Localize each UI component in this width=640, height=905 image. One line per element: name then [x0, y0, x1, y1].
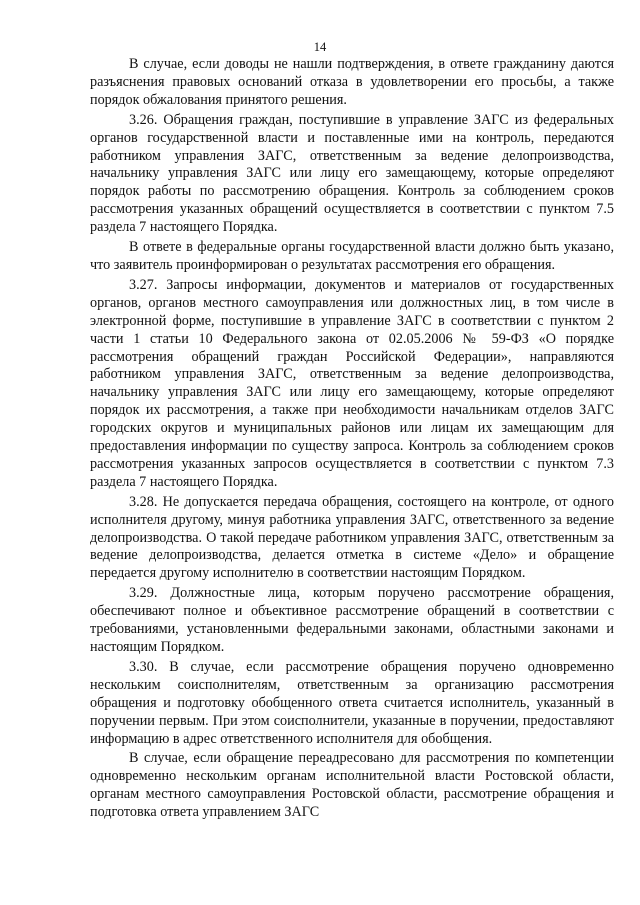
paragraph-multiple-bodies: В случае, если обращение переадресовано для рассмотрения по компетенции одновременно нескольким органам исполнительной власти Ростовской области, органам местного самоуправления Ростовской области, рассмотрение обращения и подготовка ответа управлением ЗАГС	[90, 750, 614, 821]
paragraph-3-29: 3.29. Должностные лица, которым поручено рассмотрение обращения, обеспечивают полное и объективное рассмотрение обращений в соответствии с требованиями, установленными федеральными законами, областными законами и настоящим Порядком.	[90, 585, 614, 655]
paragraph-3-26: 3.26. Обращения граждан, поступившие в управление ЗАГС из федеральных органов государственной власти и поставленные ими на контроль, передаются работником управления ЗАГС, ответственным за ведение делопроизводства, начальнику управления ЗАГС или лицу его замещающему, которые определяют порядок работы по рассмотрению обращения. Контроль за соблюдением сроков рассмотрения указанных обращений осуществляется в соответствии с пунктом 7.5 раздела 7 настоящего Порядка.	[90, 111, 614, 236]
paragraph-3-28: 3.28. Не допускается передача обращения, состоящего на контроле, от одного исполнителя другому, минуя работника управления ЗАГС, ответственного за ведение делопроизводства. О такой передаче работником управления ЗАГС, ответственным за ведение делопроизводства, делается отметка в системе «Дело» и обращение передается другому исполнителю в соответствии настоящим Порядком.	[90, 493, 614, 582]
body-text	[90, 56, 614, 824]
paragraph-federal-response: В ответе в федеральные органы государственной власти должно быть указано, что заявитель проинформирован о результатах рассмотрения его обращения.	[90, 239, 614, 273]
paragraph-3-30: 3.30. В случае, если рассмотрение обращения поручено одновременно нескольким соисполнителям, ответственным за организацию рассмотрения обращения и подготовку обобщенного ответа считается исполнитель, указанный в поручении первым. При этом соисполнители, указанные в поручении, предоставляют информацию в адрес ответственного исполнителя для обобщения.	[90, 658, 614, 747]
paragraph-refusal-explanation: В случае, если доводы не нашли подтверждения, в ответе гражданину даются разъяснения правовых оснований отказа в удовлетворении его просьбы, а также порядок обжалования принятого решения.	[90, 56, 614, 108]
paragraph-3-27: 3.27. Запросы информации, документов и материалов от государственных органов, органов местного самоуправления или должностных лиц, в том числе в электронной форме, поступившие в управление ЗАГС в соответствии с пунктом 2 части 1 статьи 10 Федерального закона от 02.05.2006 № 59-ФЗ «О порядке рассмотрения обращений граждан Российской Федерации», направляются работником управления ЗАГС, ответственным за ведение делопроизводства, начальнику управления ЗАГС или лицу его замещающему, которые определяют порядок их рассмотрения, а также при необходимости начальникам отделов ЗАГС городских округов и муниципальных районов или лицам их замещающим для предоставления информации по существу запроса. Контроль за соблюдением сроков рассмотрения указанных запросов осуществляется в соответствии с пунктом 7.3 раздела 7 настоящего Порядка.	[90, 276, 614, 490]
page-number: 14	[313, 40, 327, 54]
